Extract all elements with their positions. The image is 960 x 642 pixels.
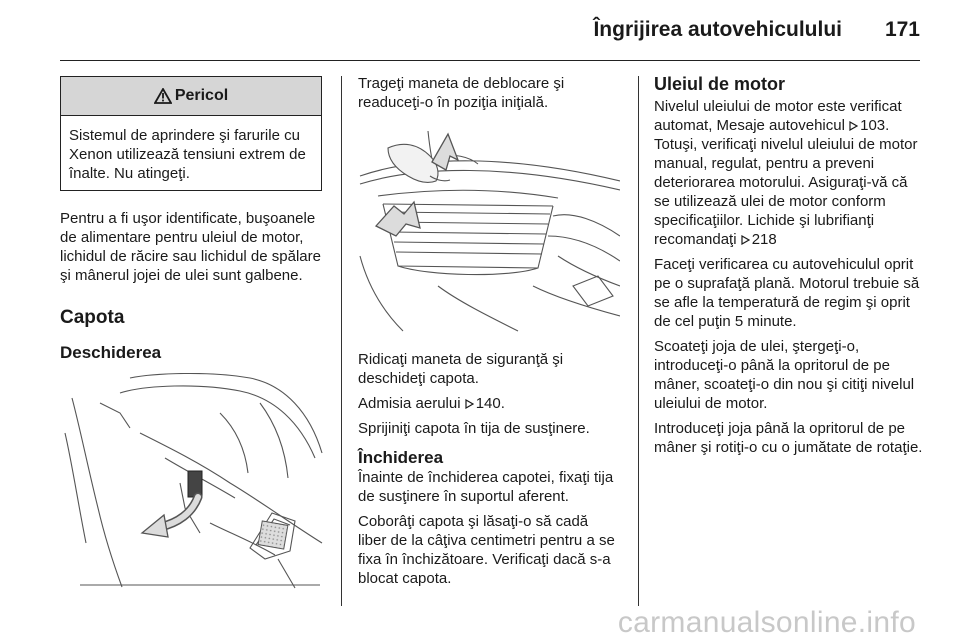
air-intake-ref: 140. bbox=[475, 395, 505, 412]
oil-level-text-a: Nivelul uleiului de motor este verificat automat, Mesaje autovehicul bbox=[654, 98, 902, 134]
hood-catch-drawing bbox=[358, 126, 620, 332]
column-1 bbox=[60, 74, 324, 589]
paragraph-support-rod: Sprijiniţi capota în tija de susţinere. bbox=[358, 420, 590, 437]
column-2 bbox=[358, 74, 620, 588]
warning-triangle-icon bbox=[154, 88, 172, 104]
page-reference-icon bbox=[849, 121, 858, 131]
page-header-title: Îngrijirea autovehiculului bbox=[593, 18, 842, 41]
watermark: carmanualsonline.info bbox=[617, 606, 916, 639]
paragraph-insert-dipstick: Introduceţi joja până la opritorul de pe mâner şi rotiţi-o cu o jumătate de rotaţie. bbox=[654, 420, 923, 456]
subsection-title-inchiderea: Închiderea bbox=[358, 448, 444, 467]
illustration-release-lever bbox=[60, 373, 324, 589]
intro-paragraph: Pentru a fi uşor identificate, buşoanele de alimentare pentru uleiul de motor, lichidul de răcire sau lichidul de spălare şi mânerul jojei de ulei sunt galbene. bbox=[60, 210, 321, 284]
page-number: 171 bbox=[884, 18, 920, 41]
danger-label: Pericol bbox=[174, 87, 229, 104]
paragraph-read-dipstick: Scoateţi joja de ulei, ştergeţi-o, introduceţi-o până la opritorul de pe mâner, scoateţi-o din nou şi citiţi nivelul uleiului de motor. bbox=[654, 338, 915, 412]
danger-box bbox=[60, 76, 322, 191]
paragraph-lower-hood: Coborâţi capota şi lăsaţi-o să cadă liber de la câţiva centimetri pentru a se fixa în închizătoare. Verificaţi dacă s-a blocat capota. bbox=[358, 513, 615, 587]
header-divider bbox=[60, 60, 920, 61]
column-3 bbox=[654, 74, 926, 457]
danger-text: Sistemul de aprindere şi farurile cu Xenon utilizează tensiuni extrem de înalte. Nu atingeţi. bbox=[69, 127, 306, 182]
paragraph-pull-lever: Trageţi maneta de deblocare şi readuceţi-o în poziţia iniţială. bbox=[358, 75, 565, 111]
section-title-engine-oil: Uleiul de motor bbox=[654, 74, 786, 94]
subsection-title-deschiderea: Deschiderea bbox=[60, 343, 162, 362]
page-reference-icon bbox=[465, 399, 474, 409]
column-divider-2 bbox=[638, 76, 639, 606]
paragraph-raise-catch: Ridicaţi maneta de siguranţă şi deschideţi capota. bbox=[358, 351, 564, 387]
paragraph-oil-level bbox=[654, 97, 926, 249]
page-reference-icon bbox=[741, 235, 750, 245]
oil-level-ref: 103. bbox=[860, 117, 890, 134]
oil-level-text-b: Totuşi, verificaţi nivelul uleiului de motor manual, regulat, pentru a preveni deteriorarea motorului. Asiguraţi-vă că se utilizează ulei de motor conform specificaţiilor. Lichide şi lubrifianţi recomandaţi bbox=[654, 136, 918, 248]
paragraph-air-intake bbox=[358, 394, 620, 413]
illustration-safety-catch bbox=[358, 126, 620, 332]
paragraph-fix-rod: Înainte de închiderea capotei, fixaţi tija de susţinere în suportul aferent. bbox=[358, 469, 614, 505]
paragraph-check-conditions: Faceţi verificarea cu autovehiculul oprit pe o suprafaţă plană. Motorul trebuie să se afle la temperatură de regim şi oprit de cel puţin 5 minute. bbox=[654, 256, 920, 330]
danger-box-header bbox=[61, 77, 321, 116]
release-lever-drawing bbox=[60, 373, 324, 589]
lubricants-ref: 218 bbox=[751, 231, 777, 248]
section-title-capota: Capota bbox=[60, 307, 125, 328]
air-intake-text: Admisia aerului bbox=[358, 395, 461, 412]
column-divider-1 bbox=[341, 76, 342, 606]
